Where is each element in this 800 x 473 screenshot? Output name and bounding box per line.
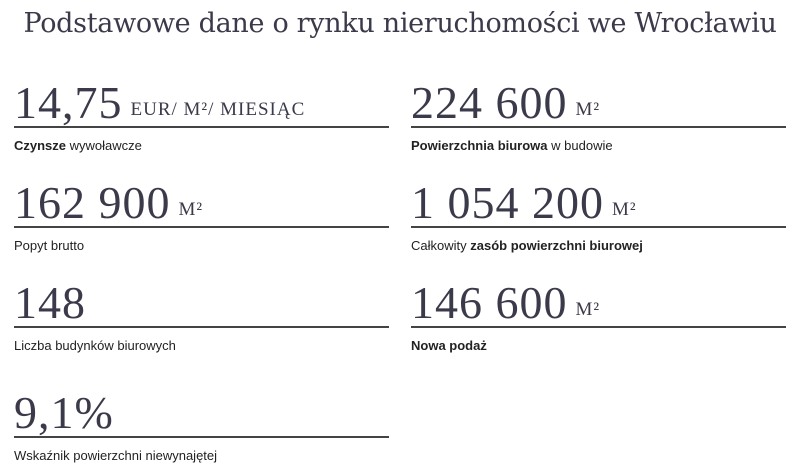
stat-vacancy-value-row (14, 387, 389, 438)
stat-buildings-caption: Liczba budynków biurowych (14, 338, 176, 353)
page-title: Podstawowe dane o rynku nieruchomości we Wrocławiu (23, 7, 777, 39)
stat-total-stock-unit: M² (612, 199, 637, 220)
stat-rent-caption-bold: Czynsze (14, 138, 67, 153)
stat-total-stock-caption-bold: zasób powierzchni biurowej (470, 238, 643, 253)
stat-new-supply-unit: M² (575, 299, 601, 320)
stat-under-construction-unit: M² (575, 99, 601, 120)
stat-under-construction (411, 77, 786, 153)
stat-under-construction-caption (411, 138, 786, 153)
stat-new-supply-caption-bold: Nowa podaż (411, 338, 487, 353)
stat-new-supply-number: 146 600 (411, 277, 568, 328)
stat-total-stock-number: 1 054 200 (411, 177, 604, 228)
page-header (0, 4, 800, 42)
stat-total-stock-caption-pre: Całkowity (411, 238, 471, 253)
stat-buildings-value-row (14, 277, 389, 328)
stat-under-construction-caption-rest: w budowie (547, 138, 613, 153)
stat-rent-unit: EUR/ M²/ MIESIĄC (130, 99, 306, 120)
stat-take-up-unit: M² (178, 199, 204, 220)
stat-buildings-number: 148 (14, 277, 86, 328)
stat-under-construction-number: 224 600 (411, 77, 568, 128)
stat-total-stock (411, 177, 786, 253)
stat-new-supply (411, 277, 786, 353)
stat-new-supply-caption (411, 338, 786, 353)
stat-total-stock-caption (411, 238, 786, 253)
stat-rent-number: 14,75 (14, 77, 123, 128)
stat-take-up (14, 177, 389, 253)
stat-under-construction-caption-bold: Powierzchnia biurowa (411, 138, 548, 153)
stat-vacancy-caption: Wskaźnik powierzchni niewynajętej (14, 448, 218, 463)
stat-take-up-value-row (14, 177, 389, 228)
stat-take-up-number: 162 900 (14, 177, 171, 228)
stat-under-construction-value-row (411, 77, 786, 128)
stat-buildings (14, 277, 389, 353)
stat-new-supply-value-row (411, 277, 786, 328)
stat-take-up-caption: Popyt brutto (14, 238, 85, 253)
stat-rent (14, 77, 389, 153)
stat-rent-caption-rest: wywoławcze (66, 138, 142, 153)
stat-vacancy (14, 387, 389, 463)
stat-vacancy-number: 9,1% (14, 387, 114, 438)
stat-rent-value-row (14, 77, 389, 128)
stat-rent-caption (14, 138, 389, 153)
stat-total-stock-value-row (411, 177, 786, 228)
